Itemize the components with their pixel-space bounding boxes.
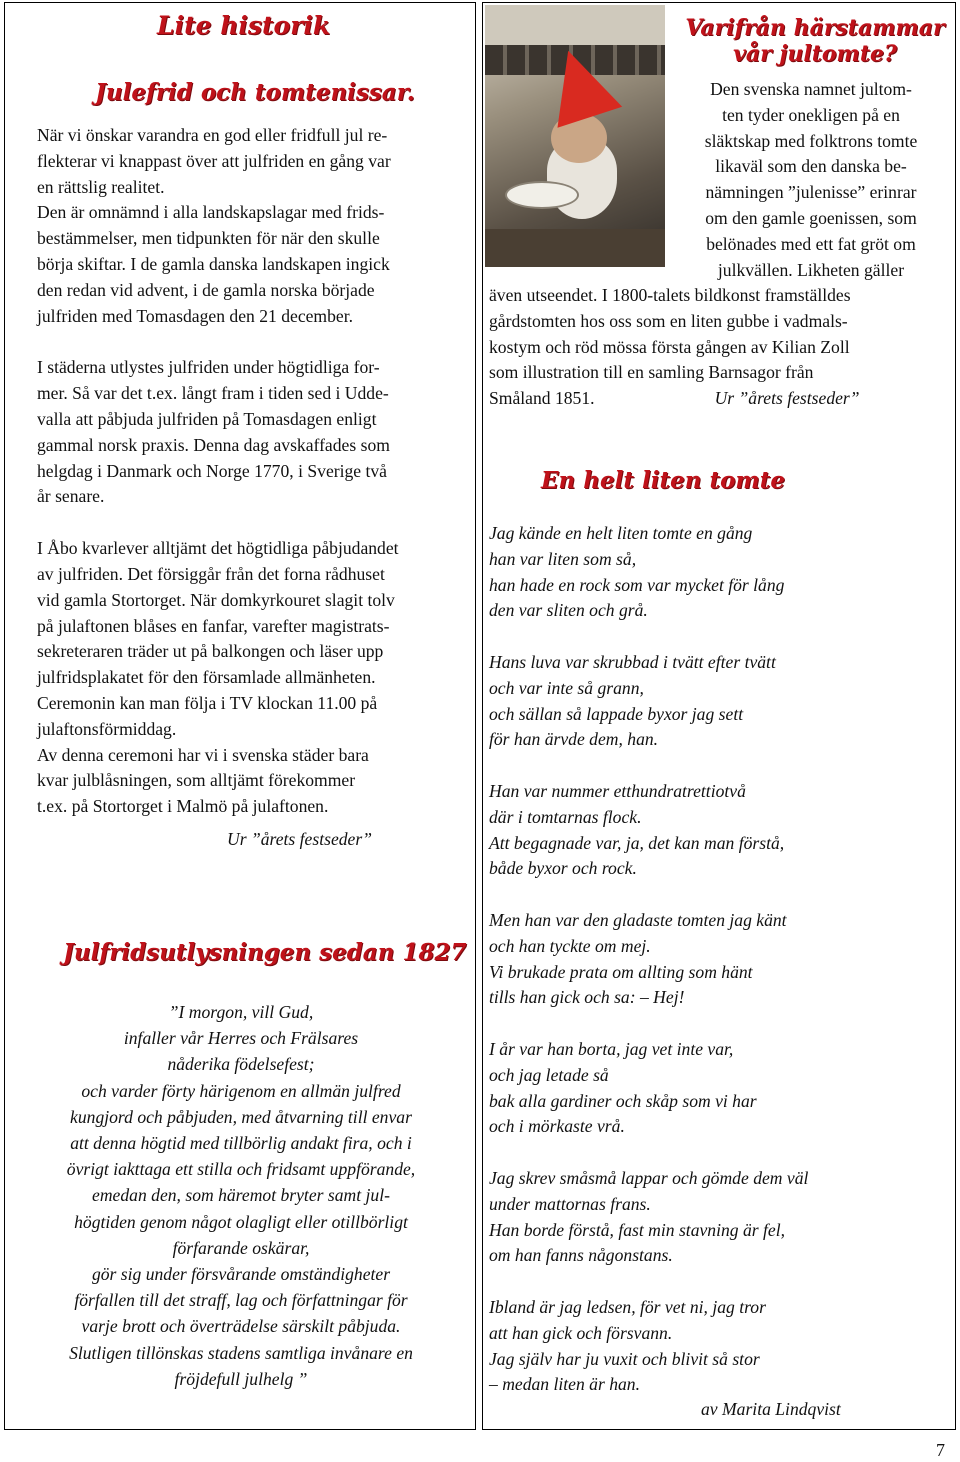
poem-line: Han var nummer etthundratrettiotvå <box>489 780 746 801</box>
text-line: gårdstomten hos oss som en liten gubbe i vadmals- <box>489 310 848 331</box>
paragraph <box>37 355 467 510</box>
decree-line: kungjord och påbjuden, med åtvarning till envar <box>70 1106 412 1127</box>
decree-line: Slutligen tillönskas stadens samtliga invånare en <box>69 1342 413 1363</box>
poem-title: En helt liten tomte <box>541 467 786 494</box>
poem-line: den var sliten och grå. <box>489 600 648 621</box>
text-line: mer. Så var det t.ex. långt fram i tiden sed i Udde- <box>37 383 389 404</box>
poem-line: och i mörkaste vrå. <box>489 1116 625 1137</box>
citation: Ur ”årets festseder” <box>714 388 860 409</box>
text-line: den redan vid advent, i de gamla norska började <box>37 279 375 300</box>
article-julefrid <box>37 123 467 820</box>
poem-line: och jag letade så <box>489 1064 609 1085</box>
origin-text <box>489 283 949 412</box>
poem-line: om han fanns någonstans. <box>489 1245 673 1266</box>
poem-stanza <box>489 521 949 624</box>
text-line: Den är omnämnd i alla landskapslagar med frids- <box>37 202 385 223</box>
poem-line: tills han gick och sa: – Hej! <box>489 987 685 1008</box>
text-line: släktskap med folktrons tomte <box>704 130 918 151</box>
text-line: I städerna utlystes julfriden under högtidliga for- <box>37 357 380 378</box>
decree-line: gör sig under försvårande omständigheter <box>91 1264 391 1285</box>
poem-line: Jag själv har ju vuxit och blivit så stor <box>489 1348 760 1369</box>
text-line: nämningen ”julenisse” erinrar <box>705 182 917 203</box>
text-line: år senare. <box>37 486 105 507</box>
page-title: Lite historik <box>157 11 331 40</box>
origin-text-intro <box>675 77 947 283</box>
poem-line: Vi brukade prata om allting som hänt <box>489 961 753 982</box>
poem-line: och sällan så lappade byxor jag sett <box>489 703 744 724</box>
text-line: Ceremonin kan man följa i TV klockan 11.00 på <box>37 692 378 713</box>
poem-stanza <box>489 650 949 753</box>
text-line: likaväl som den danska be- <box>715 156 907 177</box>
poem-stanza <box>489 1037 949 1140</box>
paragraph <box>37 536 467 820</box>
poem-line: under mattornas frans. <box>489 1193 651 1214</box>
poem-line: Men han var den gladaste tomten jag känt <box>489 909 787 930</box>
text-line: sekreteraren träder ut på balkongen och läser upp <box>37 641 384 662</box>
text-line: gammal norsk praxis. Denna dag avskaffades som <box>37 434 390 455</box>
poem-stanza <box>489 779 949 882</box>
poem-line: och han tyckte om mej. <box>489 935 651 956</box>
text-line: om den gamle goenissen, som <box>705 207 917 228</box>
text-line: bestämmelser, men tidpunkten för när den skulle <box>37 228 380 249</box>
poem-line: att han gick och försvann. <box>489 1322 673 1343</box>
poem-line: han hade en rock som var mycket för lång <box>489 574 785 595</box>
text-line: helgdag i Danmark och Norge 1770, i Sverige två <box>37 460 387 481</box>
origin-last-line: Småland 1851. Ur ”årets festseder” <box>489 388 860 409</box>
poem-stanza <box>489 1166 949 1269</box>
text-line: julfridsplakatet för den församlade allmänheten. <box>37 667 376 688</box>
poem-line: Hans luva var skrubbad i tvätt efter tvätt <box>489 651 776 672</box>
text-line: valla att påbjuda julfriden på Tomasdagen enligt <box>37 408 377 429</box>
poem-line: Jag skrev småsmå lappar och gömde dem väl <box>489 1167 809 1188</box>
text-line: Av denna ceremoni har vi i svenska städer bara <box>37 744 369 765</box>
section-title-decree: Julfridsutlysningen sedan 1827 <box>63 939 467 966</box>
text-line: julaftonsförmiddag. <box>37 718 177 739</box>
poem-line: och var inte så grann, <box>489 677 644 698</box>
decree-line: övrigt iakttaga ett stilla och fridsamt uppförande, <box>66 1159 416 1180</box>
decree-line: och varder förty härigenom en allmän julfred <box>81 1080 401 1101</box>
poem-line: Jag kände en helt liten tomte en gång <box>489 523 753 543</box>
text-line: som illustration till en samling Barnsagor från <box>489 362 814 383</box>
poem-line: – medan liten är han. <box>489 1374 640 1395</box>
citation: Ur ”årets festseder” <box>227 829 372 849</box>
decree-line: högtiden genom något olagligt eller otillbörligt <box>74 1211 408 1232</box>
poem-author: av Marita Lindqvist <box>701 1399 841 1419</box>
decree-line: nåderika födelsefest; <box>167 1054 315 1075</box>
poem-stanza <box>489 908 949 1011</box>
section-title-origin <box>679 15 951 67</box>
text-line: kvar julblåsningen, som alltjämt förekommer <box>37 770 356 791</box>
title-line: Varifrån härstammar <box>685 15 945 41</box>
poem-line: bak alla gardiner och skåp som vi har <box>489 1090 757 1111</box>
decree-line: fröjdefull julhelg ” <box>174 1368 308 1389</box>
poem-stanza <box>489 1295 949 1398</box>
text-line: I Åbo kvarlever alltjämt det högtidliga påbjudandet <box>37 538 399 559</box>
decree-line: förfallen till det straff, lag och författningar för <box>74 1290 408 1311</box>
text-line: på julaftonen blåses en fanfar, varefter magistrats- <box>37 615 390 636</box>
poem-line: Att begagnade var, ja, det kan man förstå, <box>489 832 785 853</box>
text-line: börja skiftar. I de gamla danska landskapen ingick <box>37 253 390 274</box>
poem-line: Ibland är jag ledsen, för vet ni, jag tror <box>489 1296 766 1317</box>
left-column <box>4 2 476 1430</box>
decree-line: emedan den, som häremot bryter samt jul- <box>92 1185 390 1206</box>
title-line: vår jultomte? <box>733 41 897 67</box>
text-line: även utseendet. I 1800-talets bildkonst framställdes <box>489 285 851 305</box>
right-column <box>482 2 956 1430</box>
text-line: en rättslig realitet. <box>37 176 165 197</box>
text-line: julfriden med Tomasdagen den 21 december. <box>37 305 354 326</box>
text-line: Den svenska namnet jultom- <box>710 79 912 99</box>
poem-line: I år var han borta, jag vet inte var, <box>489 1038 734 1059</box>
decree-line: att denna högtid med tillbörlig andakt fira, och i <box>70 1133 412 1154</box>
decree-text <box>11 999 471 1392</box>
text-line: t.ex. på Stortorget i Malmö på julaftonen. <box>37 796 329 817</box>
text-line: belönades med ett fat gröt om <box>706 233 916 254</box>
poem-line: för han ärvde dem, han. <box>489 729 659 750</box>
text-line: När vi önskar varandra en god eller fridfull jul re- <box>37 125 388 145</box>
section-title-julefrid: Julefrid och tomtenissar. <box>95 79 415 106</box>
tomte-illustration <box>485 5 665 267</box>
decree-line: ”I morgon, vill Gud, <box>168 1002 314 1022</box>
text-line: flekterar vi knappast över att julfriden en gång var <box>37 150 391 171</box>
decree-line: infaller vår Herres och Frälsares <box>123 1028 359 1049</box>
poem <box>489 521 949 1424</box>
text-line: vid gamla Stortorget. När domkyrkouret slagit tolv <box>37 589 395 610</box>
decree-line: varje brott och överträdelse särskilt påbjuda. <box>81 1316 401 1337</box>
text-line: av julfriden. Det försiggår från det forna rådhuset <box>37 563 385 584</box>
text-line: julkvällen. Likheten gäller <box>717 259 905 280</box>
poem-line: där i tomtarnas flock. <box>489 806 642 827</box>
text-line: ten tyder onekligen på en <box>722 104 900 125</box>
text-line: kostym och röd mössa första gången av Kilian Zoll <box>489 336 850 357</box>
decree-line: förfarande oskärar, <box>172 1237 310 1258</box>
paragraph <box>37 123 467 329</box>
poem-line: Han borde förstå, fast min stavning är fel, <box>489 1219 786 1240</box>
poem-line: han var liten som så, <box>489 548 637 569</box>
poem-line: både byxor och rock. <box>489 858 637 879</box>
page-number: 7 <box>936 1440 945 1460</box>
